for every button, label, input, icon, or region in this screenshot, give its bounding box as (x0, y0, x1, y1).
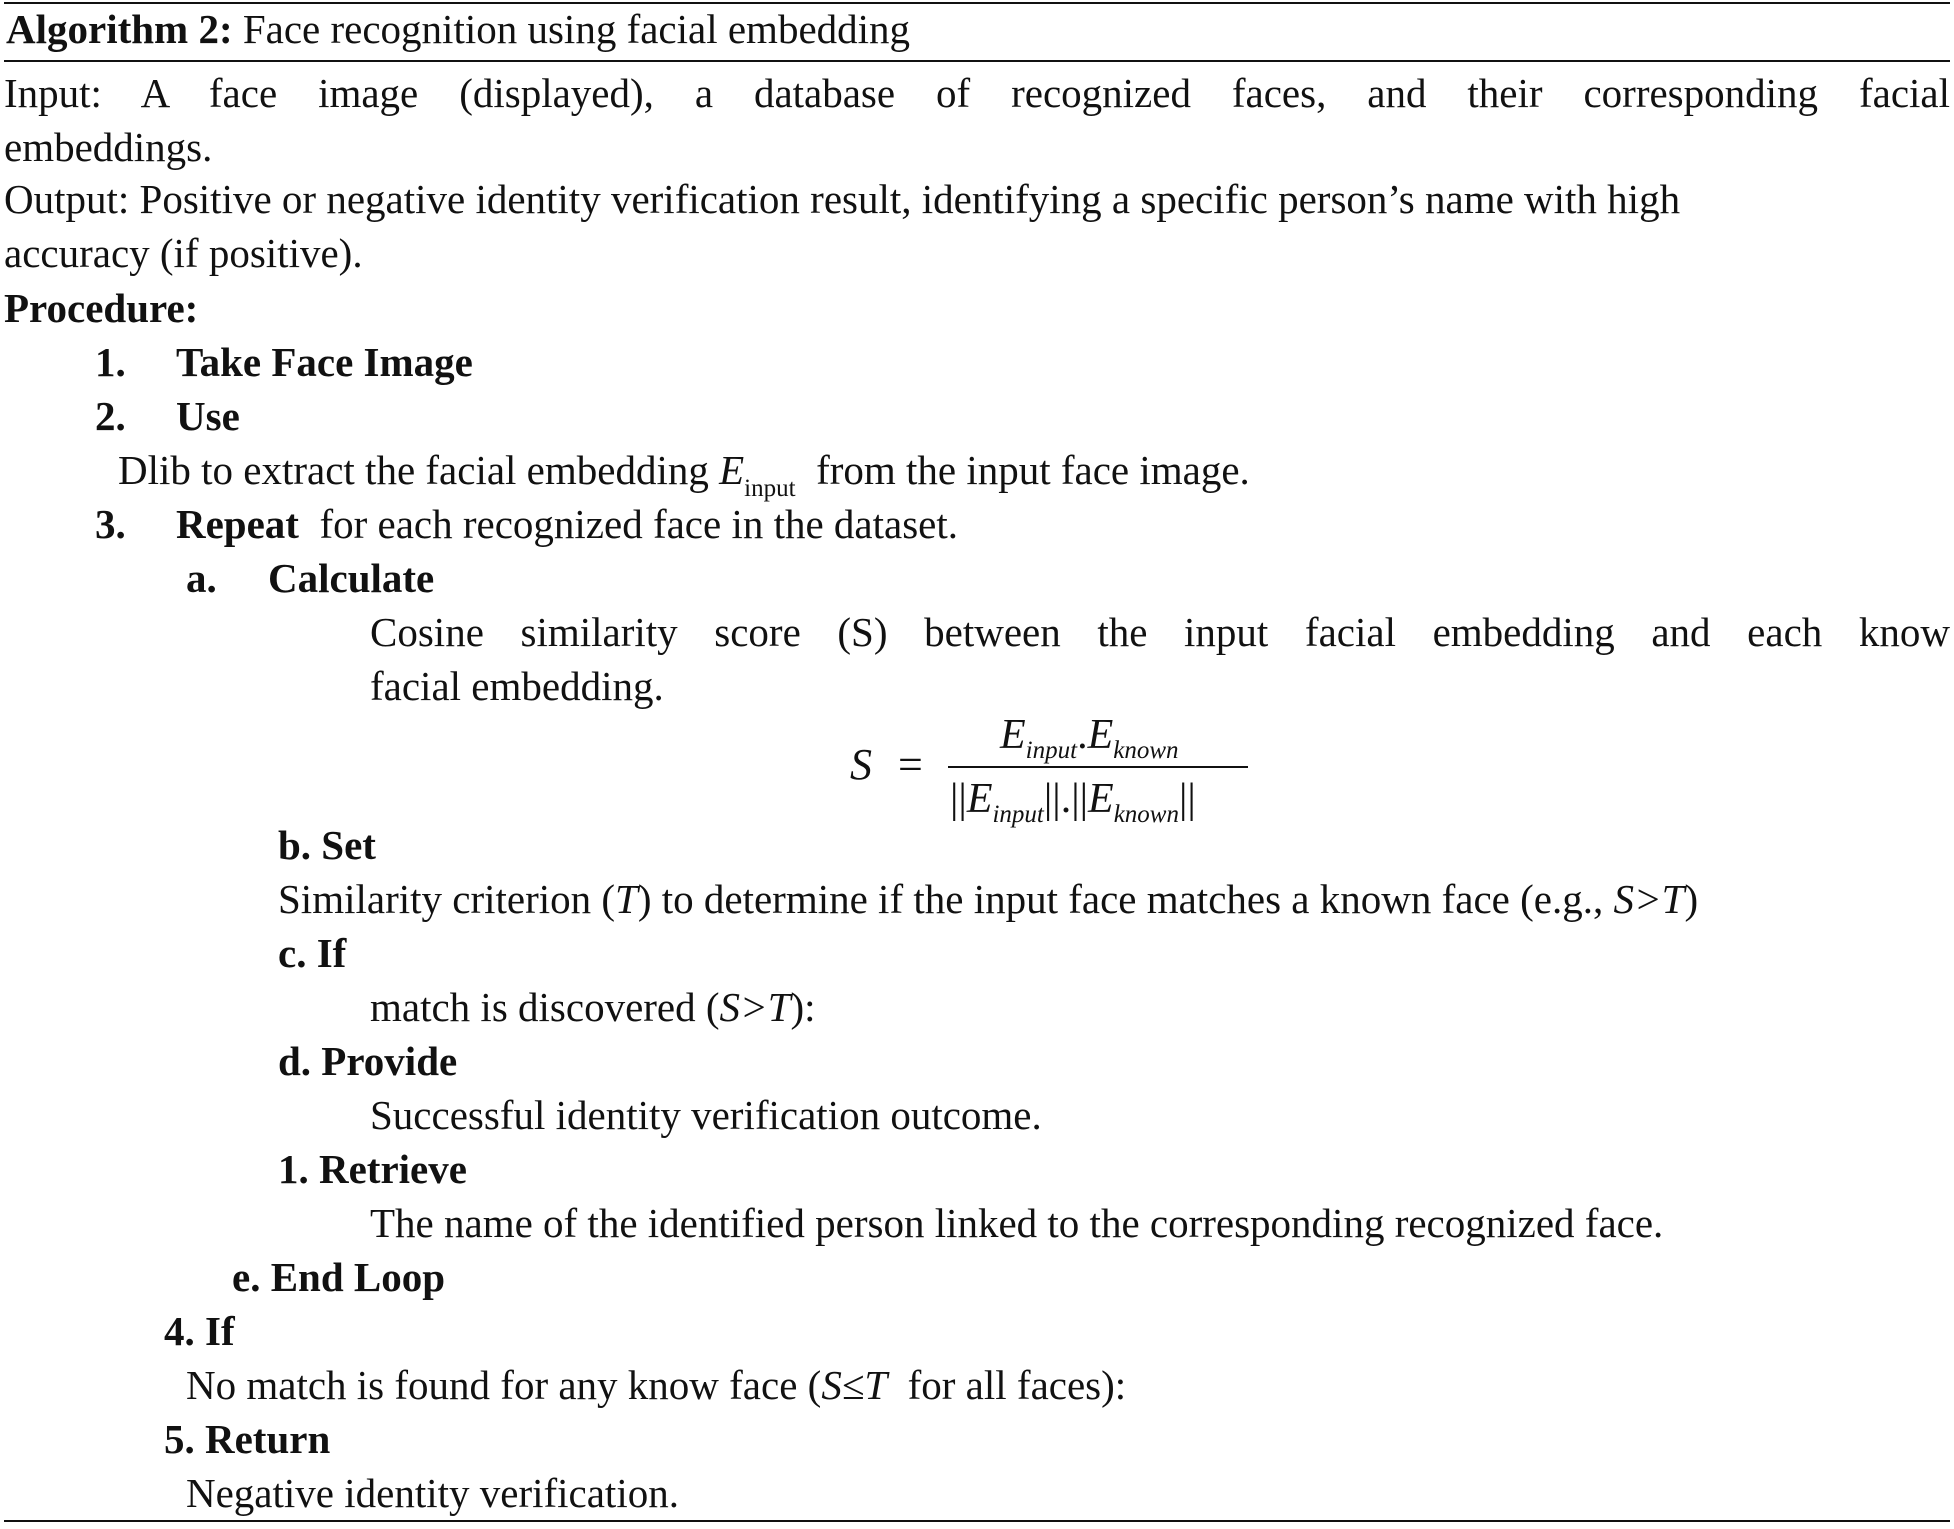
step-3b-text-post: ) (1684, 876, 1699, 922)
step-3d-text: Successful identity verification outcome. (370, 1092, 1042, 1138)
input-line-1: Input: A face image (displayed), a database of recognized faces, and their corresponding facial (4, 70, 1950, 116)
step-5-text: Negative identity verification. (186, 1470, 679, 1516)
procedure-label: Procedure: (4, 285, 199, 331)
numerator-e-known: E (1087, 712, 1114, 758)
algorithm-label: Algorithm 2: (6, 6, 233, 52)
step-3a-line-2: facial embedding. (370, 663, 664, 709)
formula-lhs: S (850, 740, 872, 789)
step-1-number: 1. (95, 339, 126, 385)
step-3-text: for each recognized face in the dataset. (298, 501, 959, 547)
threshold-variable: T (615, 876, 638, 922)
formula-denominator (950, 774, 1196, 830)
header-rule (4, 60, 1950, 62)
denominator-sub-known: known (1113, 801, 1179, 828)
step-3a-letter: a. (186, 555, 217, 601)
step-5-heading: 5. Return (164, 1416, 331, 1462)
step-3b-text-pre: Similarity criterion ( (278, 876, 616, 922)
step-3c-text-post: ): (790, 984, 816, 1030)
step-3c-condition: S>T (719, 984, 791, 1030)
denominator-e-known: E (1088, 776, 1114, 822)
step-2-text (118, 445, 1250, 502)
step-3-heading: Repeat (176, 501, 299, 547)
step-3c-text (370, 982, 816, 1032)
algorithm-header (6, 4, 910, 54)
denominator-norm-open: || (950, 776, 967, 822)
step-3d1-heading: 1. Retrieve (278, 1146, 467, 1192)
step-3d1-text: The name of the identified person linked to the corresponding recognized face. (370, 1200, 1664, 1246)
numerator-sub-input: input (1025, 737, 1078, 764)
numerator-e-input: E (1000, 712, 1026, 758)
step-3c-text-pre: match is discovered ( (370, 984, 720, 1030)
step-2-heading: Use (176, 393, 240, 439)
denominator-norm-close: || (1178, 776, 1196, 822)
step-3c-heading: c. If (278, 930, 347, 976)
input-line-2: embeddings. (4, 124, 213, 170)
denominator-e-input: E (966, 776, 993, 822)
step-3b-heading: b. Set (278, 822, 376, 868)
output-line-1: Output: Positive or negative identity verification result, identifying a specific person’s name with high (4, 176, 1681, 222)
step-4-text-post: for all faces): (887, 1362, 1127, 1408)
step-2-text-post: from the input face image. (795, 447, 1250, 493)
step-4-heading: 4. If (164, 1308, 235, 1354)
step-3e-heading: e. End Loop (232, 1254, 446, 1300)
output-line-2: accuracy (if positive). (4, 230, 363, 276)
step-3b-text (278, 874, 1698, 924)
step-3a-heading: Calculate (268, 555, 435, 601)
step-4-condition: S≤T (821, 1362, 888, 1408)
embedding-subscript: input (744, 475, 796, 502)
denominator-norm-dot: ||.|| (1043, 776, 1089, 822)
step-3d-heading: d. Provide (278, 1038, 458, 1084)
bottom-rule (4, 1520, 1950, 1522)
numerator-sub-known: known (1113, 737, 1179, 764)
step-2-text-pre: Dlib to extract the facial embedding (118, 447, 720, 493)
step-4-text (186, 1360, 1126, 1410)
step-3b-condition: S>T (1613, 876, 1685, 922)
fraction-bar (948, 766, 1248, 768)
step-3-number: 3. (95, 501, 126, 547)
algorithm-title: Face recognition using facial embedding (242, 6, 911, 52)
numerator-dot: . (1077, 712, 1088, 758)
formula-numerator (1000, 710, 1179, 766)
formula-equals: = (898, 740, 923, 789)
step-2-number: 2. (95, 393, 126, 439)
denominator-sub-input: input (992, 801, 1044, 828)
step-1-heading: Take Face Image (176, 339, 473, 385)
embedding-variable: E (719, 447, 745, 493)
step-3-line (176, 499, 958, 549)
cosine-similarity-formula (850, 710, 1250, 830)
step-4-text-pre: No match is found for any know face ( (186, 1362, 822, 1408)
step-3b-text-mid: ) to determine if the input face matches a known face (e.g., (637, 876, 1614, 922)
step-3a-line-1: Cosine similarity score (S) between the input facial embedding and each know (370, 609, 1950, 655)
